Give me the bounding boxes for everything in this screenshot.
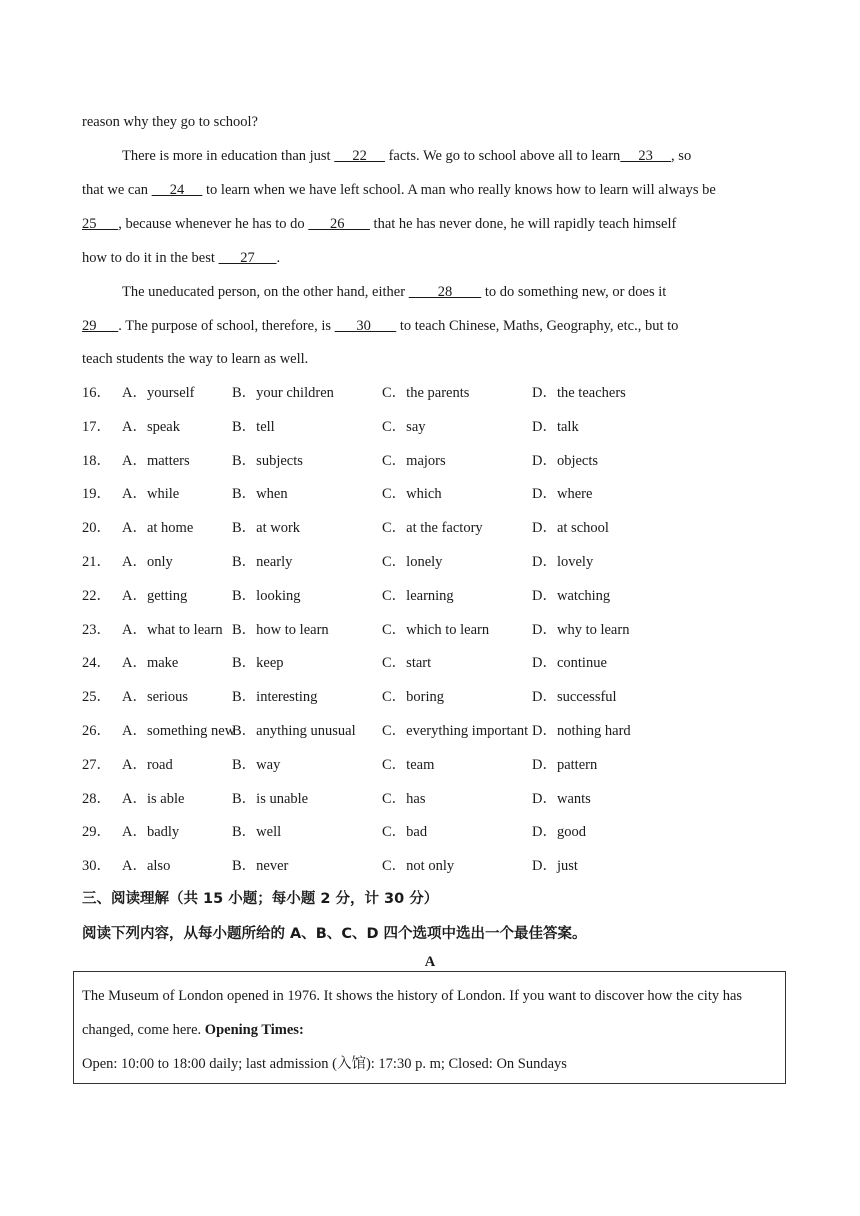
passage-label-a: A	[424, 954, 436, 970]
option-a: A．while	[122, 486, 180, 503]
option-d: D．lovely	[532, 554, 594, 570]
option-b: B．tell	[232, 418, 275, 435]
blank-27: 27	[218, 250, 277, 266]
option-c: C．start	[382, 655, 432, 672]
section-heading: 三、阅读理解（共 15 小题；每小题 2 分，计 30 分）	[82, 891, 439, 907]
option-b: B．keep	[232, 655, 284, 672]
option-c: C．everything important	[382, 723, 529, 739]
option-a: A．badly	[122, 824, 180, 841]
option-c: C．which to learn	[382, 621, 490, 638]
text-span: changed, come here.	[82, 1022, 205, 1038]
option-d: D．successful	[532, 689, 617, 706]
text-span: that he has never done, he will rapidly teach himself	[369, 216, 677, 232]
option-d: D．talk	[532, 418, 579, 435]
blank-22: 22	[334, 148, 385, 164]
option-d: D．at school	[532, 520, 609, 537]
question-number: 30．	[82, 858, 111, 875]
option-d: D．objects	[532, 452, 599, 469]
option-a: A．is able	[122, 790, 185, 807]
option-b: B．subjects	[232, 452, 303, 469]
option-b: B．way	[232, 756, 281, 773]
option-d: D．continue	[532, 655, 607, 672]
passage-p2-line-2	[82, 317, 780, 335]
option-d: D．nothing hard	[532, 723, 631, 739]
option-a: A．serious	[122, 689, 189, 706]
blank-24: 24	[151, 182, 203, 198]
passage-p1-line-3	[82, 215, 780, 233]
option-a: A．at home	[122, 520, 194, 537]
option-c: C．at the factory	[382, 520, 483, 537]
text-span: The uneducated person, on the other hand, either	[122, 284, 409, 300]
option-b: B．anything unusual	[232, 723, 356, 739]
text-span: how to do it in the best	[82, 250, 219, 266]
option-b: B．when	[232, 486, 288, 503]
question-number: 27．	[82, 756, 111, 773]
text-span: that we can	[82, 182, 152, 198]
option-c: C．which	[382, 486, 442, 503]
question-number: 22．	[82, 587, 111, 604]
museum-info-box	[73, 971, 786, 1084]
box-line-2	[82, 1021, 304, 1039]
text-span: , so	[671, 148, 692, 164]
option-b: B．never	[232, 858, 289, 875]
box-line-3: Open: 10:00 to 18:00 daily; last admission (入馆): 17:30 p. m; Closed: On Sundays	[82, 1056, 567, 1072]
option-d: D．just	[532, 858, 578, 875]
question-number: 19．	[82, 486, 111, 503]
option-a: A．getting	[122, 587, 188, 604]
option-c: C．lonely	[382, 554, 443, 570]
option-b: B．how to learn	[232, 621, 329, 638]
passage-line-0: reason why they go to school?	[82, 114, 258, 130]
option-b: B．well	[232, 824, 282, 841]
text-span: facts. We go to school above all to learn	[384, 148, 621, 164]
passage-p2-line-3: teach students the way to learn as well.	[82, 351, 309, 367]
question-number: 16．	[82, 385, 111, 401]
option-c: C．majors	[382, 452, 446, 469]
passage-p1-line-4	[82, 249, 780, 267]
option-d: D．good	[532, 824, 586, 841]
blank-23: 23	[620, 148, 672, 164]
option-a: A．what to learn	[122, 621, 223, 638]
option-b: B．is unable	[232, 790, 309, 807]
option-d: D．watching	[532, 587, 611, 604]
option-c: C．not only	[382, 858, 455, 875]
option-c: C．has	[382, 790, 426, 807]
question-number: 24．	[82, 655, 111, 672]
box-line-1: The Museum of London opened in 1976. It shows the history of London. If you want to discover how the city has	[82, 988, 743, 1004]
option-a: A．speak	[122, 418, 180, 435]
option-c: C．boring	[382, 689, 445, 706]
text-span: . The purpose of school, therefore, is	[118, 318, 335, 334]
option-c: C．say	[382, 418, 426, 435]
question-number: 25．	[82, 689, 111, 706]
question-number: 20．	[82, 520, 111, 537]
question-number: 26．	[82, 723, 111, 739]
blank-25: 25	[82, 216, 119, 232]
option-a: A．road	[122, 756, 173, 773]
option-c: C．bad	[382, 824, 428, 841]
question-number: 29．	[82, 824, 111, 841]
option-b: B．looking	[232, 587, 301, 604]
opening-times-label: Opening Times:	[204, 1022, 304, 1038]
question-number: 18．	[82, 452, 111, 469]
blank-28: 28	[408, 284, 482, 300]
option-c: C．learning	[382, 587, 454, 604]
question-number: 23．	[82, 621, 111, 638]
option-a: A．yourself	[122, 385, 195, 401]
question-number: 28．	[82, 790, 111, 807]
option-d: D．the teachers	[532, 385, 626, 401]
question-number: 17．	[82, 418, 111, 435]
option-b: B．your children	[232, 385, 334, 401]
text-span: to do something new, or does it	[481, 284, 667, 300]
text-span: to teach Chinese, Maths, Geography, etc., but to	[396, 318, 679, 334]
blank-26: 26	[308, 216, 370, 232]
option-c: C．the parents	[382, 385, 470, 401]
option-b: B．interesting	[232, 689, 318, 706]
option-b: B．nearly	[232, 554, 293, 570]
option-c: C．team	[382, 756, 435, 773]
option-d: D．why to learn	[532, 621, 630, 638]
passage-p1-line-1	[82, 147, 780, 165]
section-instruction: 阅读下列内容，从每小题所给的 A、B、C、D 四个选项中选出一个最佳答案。	[82, 926, 587, 942]
option-a: A．make	[122, 655, 179, 672]
option-a: A．something new	[122, 723, 236, 739]
question-number: 21．	[82, 554, 111, 570]
text-span: , because whenever he has to do	[118, 216, 309, 232]
text-span: to learn when we have left school. A man who really knows how to learn will always be	[202, 182, 716, 198]
option-b: B．at work	[232, 520, 301, 537]
text-span: There is more in education than just	[122, 148, 335, 164]
option-a: A．only	[122, 554, 173, 570]
blank-29: 29	[82, 318, 119, 334]
option-a: A．matters	[122, 452, 190, 469]
blank-30: 30	[334, 318, 397, 334]
option-a: A．also	[122, 858, 171, 875]
option-d: D．wants	[532, 790, 591, 807]
option-d: D．where	[532, 486, 593, 503]
passage-p2-line-1	[82, 283, 780, 301]
passage-p1-line-2	[82, 181, 780, 199]
option-d: D．pattern	[532, 756, 598, 773]
text-span: .	[276, 250, 281, 266]
